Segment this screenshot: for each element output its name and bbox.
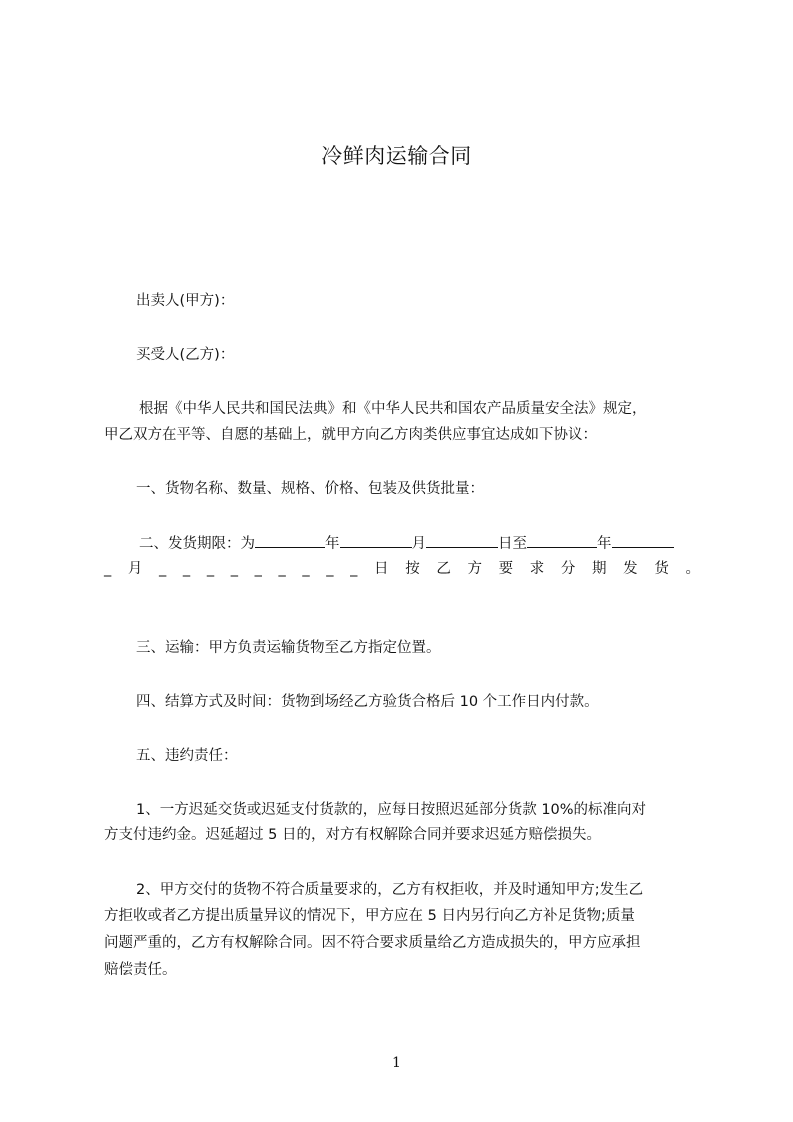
clause-5-2-line-4: 赔偿责任。 — [104, 962, 177, 978]
clause-2-char: _ — [350, 561, 358, 577]
clause-2-year-2: 年 — [597, 536, 612, 552]
clause-2-char: _ — [230, 561, 238, 577]
clause-4: 四、结算方式及时间：货物到场经乙方验货合格后 10 个工作日内付款。 — [136, 694, 599, 710]
clause-2-line-2 — [104, 559, 700, 579]
blank-year-end — [527, 533, 597, 548]
clause-2-char: 日 — [374, 561, 389, 577]
seller-line: 出卖人(甲方)： — [136, 293, 235, 309]
page-number: 1 — [392, 1055, 401, 1071]
clause-2-char: _ — [104, 561, 112, 577]
document-title: 冷鲜肉运输合同 — [321, 144, 472, 168]
clause-2-char: 乙 — [436, 561, 451, 577]
clause-5-2-line-3: 问题严重的，乙方有权解除合同。因不符合要求质量给乙方造成损失的，甲方应承担 — [104, 935, 641, 951]
clause-2-char: _ — [278, 561, 286, 577]
clause-2-year: 年 — [325, 536, 340, 552]
clause-2-char: _ — [302, 561, 310, 577]
clause-5-1-line-1: 1、一方迟延交货或迟延支付货款的，应每日按照迟延部分货款 10%的标准向对 — [136, 802, 647, 818]
clause-1: 一、货物名称、数量、规格、价格、包装及供货批量： — [136, 481, 484, 497]
clause-2-char: 。 — [685, 561, 700, 577]
clause-2-month: 月 — [411, 536, 426, 552]
clause-5: 五、违约责任： — [136, 748, 238, 764]
clause-2-char: 货 — [654, 561, 669, 577]
clause-2-char: 期 — [592, 561, 607, 577]
clause-2-char: 发 — [623, 561, 638, 577]
intro-line-1: 根据《中华人民共和国民法典》和《中华人民共和国农产品质量安全法》规定， — [139, 401, 647, 417]
clause-2-char: 月 — [127, 561, 143, 577]
clause-2-char: 分 — [560, 561, 576, 577]
clause-3: 三、运输：甲方负责运输货物至乙方指定位置。 — [136, 640, 441, 656]
clause-2-char: _ — [159, 561, 167, 577]
clause-2-char: _ — [182, 561, 191, 577]
clause-2-char: _ — [206, 561, 215, 577]
blank-month-start — [340, 533, 412, 548]
clause-5-2-line-1: 2、甲方交付的货物不符合质量要求的，乙方有权拒收，并及时通知甲方;发生乙 — [136, 882, 644, 898]
clause-2-char: 方 — [467, 561, 482, 577]
clause-2-char: 按 — [405, 561, 420, 577]
intro-line-2: 甲乙双方在平等、自愿的基础上，就甲方向乙方肉类供应事宜达成如下协议： — [104, 427, 597, 443]
clause-5-2-line-2: 方拒收或者乙方提出质量异议的情况下，甲方应在 5 日内另行向乙方补足货物;质量 — [104, 908, 635, 924]
blank-month-end — [612, 533, 674, 548]
buyer-line: 买受人(乙方)： — [136, 347, 235, 363]
clause-5-1-line-2: 方支付违约金。迟延超过 5 日的，对方有权解除合同并要求迟延方赔偿损失。 — [104, 827, 601, 843]
clause-2-char: 要 — [498, 561, 514, 577]
blank-day-start — [426, 533, 498, 548]
blank-year-start — [255, 533, 325, 548]
clause-2-char: 求 — [529, 561, 545, 577]
clause-2-prefix: 二、发货期限：为 — [139, 536, 255, 552]
clause-2-char: _ — [326, 561, 334, 577]
clause-2-char: _ — [254, 561, 262, 577]
clause-2-line-1 — [139, 533, 701, 554]
clause-2-day-to: 日至 — [498, 536, 527, 552]
